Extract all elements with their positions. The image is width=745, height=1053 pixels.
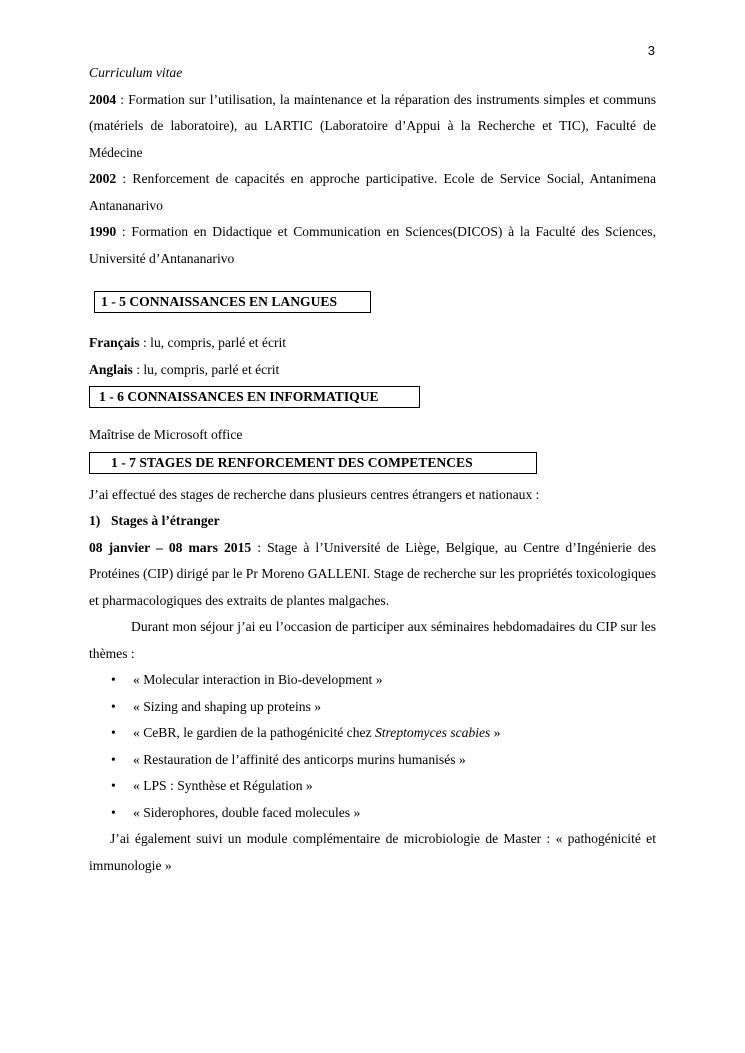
stage-date: 08 janvier – 08 mars 2015 <box>89 539 252 555</box>
formation-year: 1990 <box>89 224 117 239</box>
closing-paragraph: J’ai également suivi un module complémentaire de microbiologie de Master : « pathogénicité et immunologie » <box>89 831 656 873</box>
list-item: • « Molecular interaction in Bio-development » <box>111 667 656 694</box>
formation-entry <box>89 87 656 167</box>
cv-page-content <box>89 60 656 879</box>
formation-text: : Renforcement de capacités en approche participative. Ecole de Service Social, Antanimena Antananarivo <box>89 171 656 213</box>
formation-entry <box>89 219 656 272</box>
language-entry <box>89 330 656 357</box>
seminar-cebr-suffix: » <box>490 725 501 740</box>
stages-intro: J’ai effectué des stages de recherche dans plusieurs centres étrangers et nationaux : <box>89 486 540 502</box>
language-name: Français <box>89 335 140 350</box>
sub-number: 1) <box>89 513 101 528</box>
list-item: • « Sizing and shaping up proteins » <box>111 694 656 721</box>
language-level: : lu, compris, parlé et écrit <box>132 361 280 377</box>
informatique-text: Maîtrise de Microsoft office <box>89 427 243 442</box>
list-item: • « Restauration de l’affinité des anticorps murins humanisés » <box>111 747 656 774</box>
language-level: : lu, compris, parlé et écrit <box>139 335 287 350</box>
list-item: • « LPS : Synthèse et Régulation » <box>111 773 656 800</box>
language-name: Anglais <box>89 361 133 377</box>
formation-entry <box>89 166 656 219</box>
page-number: 3 <box>647 43 655 58</box>
formation-text: : Formation sur l’utilisation, la maintenance et la réparation des instruments simples et communs (matériels de laboratoire), au LARTIC (Laboratoire d’Appui à la Recherche et TIC), Faculté de Médecine <box>89 91 656 160</box>
stages-subheading <box>89 508 656 535</box>
formation-text: : Formation en Didactique et Communication en Sciences(DICOS) à la Faculté des Sciences, Université d’Antananarivo <box>89 224 656 266</box>
seminar-intro: Durant mon séjour j’ai eu l’occasion de participer aux séminaires hebdomadaires du CIP sur les thèmes : <box>89 619 656 661</box>
seminar-cebr-prefix: « CeBR, le gardien de la pathogénicité chez <box>133 725 375 740</box>
formation-year: 2002 <box>89 171 117 186</box>
list-item <box>111 720 656 747</box>
list-item: • « Siderophores, double faced molecules » <box>111 800 656 827</box>
language-entry <box>89 357 656 384</box>
formation-year: 2004 <box>89 91 117 107</box>
stage-entry <box>89 535 656 615</box>
section-title-informatique: 1 - 6 CONNAISSANCES EN INFORMATIQUE <box>89 386 420 408</box>
section-title-langues: 1 - 5 CONNAISSANCES EN LANGUES <box>94 291 371 313</box>
sub-title: Stages à l’étranger <box>111 513 220 528</box>
seminar-list <box>89 667 656 826</box>
stage-text: : Stage à l’Université de Liège, Belgique, au Centre d’Ingénierie des Protéines (CIP) dirigé par le Pr Moreno GALLENI. Stage de recherche sur les propriétés toxicologiques et pharmacologiques des extraits de plantes malgaches. <box>89 539 656 608</box>
section-title-stages: 1 - 7 STAGES DE RENFORCEMENT DES COMPETENCES <box>89 452 537 474</box>
running-header: Curriculum vitae <box>89 65 183 80</box>
species-name: Streptomyces scabies <box>374 725 491 740</box>
